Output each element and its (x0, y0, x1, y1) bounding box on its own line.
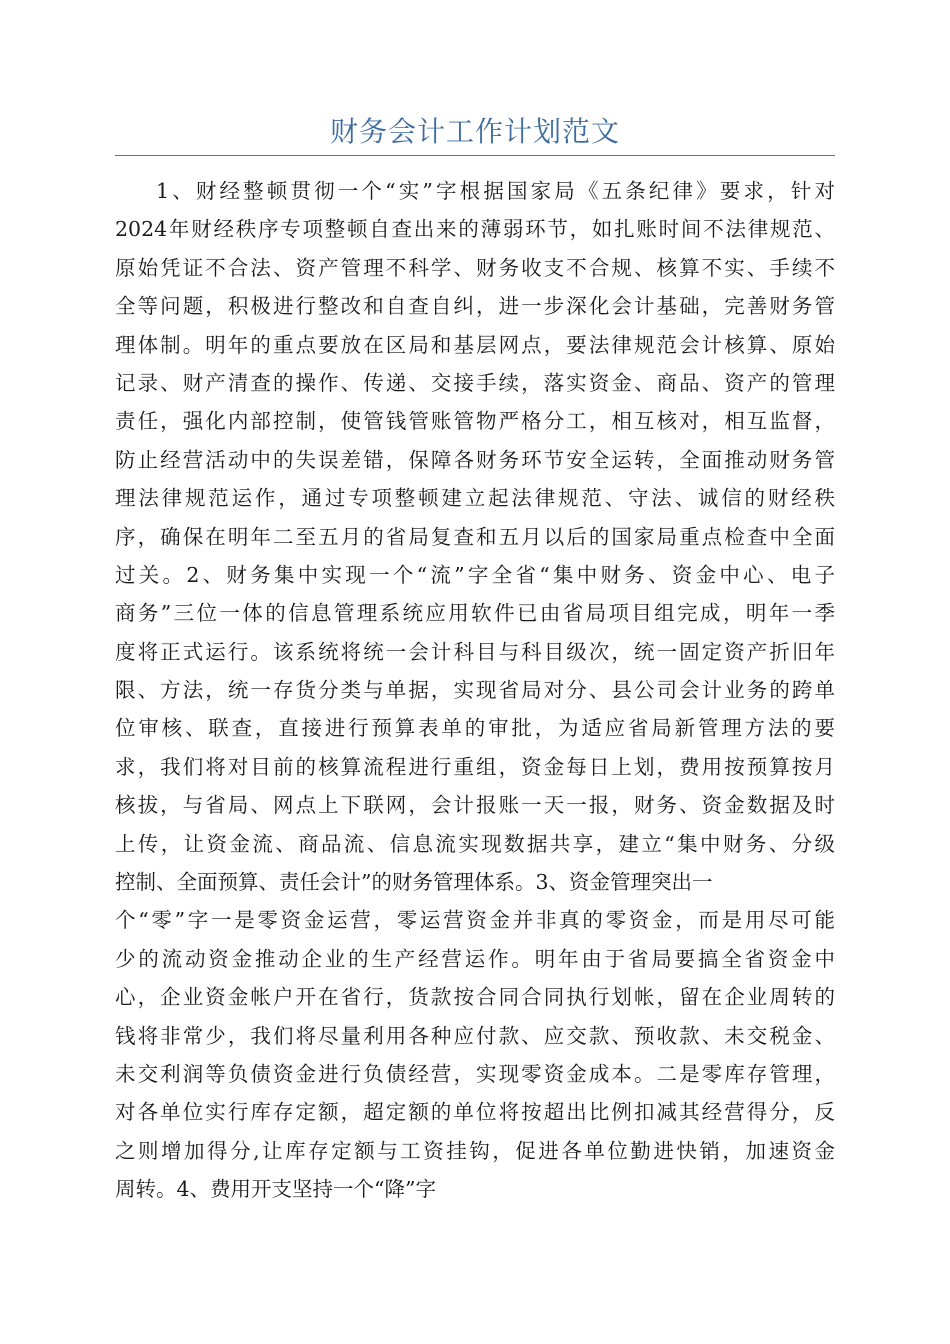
body-line: 周转。4、费用开支坚持一个“降”字 (115, 1177, 437, 1202)
body-line: 求，我们将对目前的核算流程进行重组，资金每日上划，费用按预算按月 (115, 754, 835, 779)
title-underline (115, 155, 835, 156)
body-line: 序，确保在明年二至五月的省局复查和五月以后的国家局重点检查中全面 (115, 524, 835, 549)
body-line: 过关。2、财务集中实现一个“流”字全省“集中财务、资金中心、电子 (115, 562, 835, 587)
body-line: 原始凭证不合法、资产管理不科学、财务收支不合规、核算不实、手续不 (115, 255, 835, 280)
body-line: 理体制。明年的重点要放在区局和基层网点，要法律规范会计核算、原始 (115, 332, 835, 357)
body-line: 控制、全面预算、责任会计”的财务管理体系。3、资金管理突出一 (115, 870, 713, 895)
body-line: 少的流动资金推动企业的生产经营运作。明年由于省局要搞全省资金中 (115, 946, 835, 971)
body-line: 钱将非常少，我们将尽量利用各种应付款、应交款、预收款、未交税金、 (115, 1023, 835, 1048)
body-line: 核拔，与省局、网点上下联网，会计报账一天一报，财务、资金数据及时 (115, 793, 835, 818)
document-title: 财务会计工作计划范文 (329, 115, 620, 148)
body-line: 理法律规范运作，通过专项整顿建立起法律规范、守法、诚信的财经秩 (115, 486, 835, 511)
body-line: 2024年财经秩序专项整顿自查出来的薄弱环节，如扎账时间不法律规范、 (115, 217, 835, 242)
body-line: 对各单位实行库存定额，超定额的单位将按超出比例扣减其经营得分，反 (115, 1100, 835, 1125)
body-line: 1、财经整顿贯彻一个“实”字根据国家局《五条纪律》要求，针对 (156, 179, 835, 203)
body-line: 上传，让资金流、商品流、信息流实现数据共享，建立“集中财务、分级 (115, 831, 835, 856)
document-body (115, 172, 835, 1209)
body-line: 未交利润等负债资金进行负债经营，实现零资金成本。二是零库存管理， (115, 1061, 835, 1086)
body-line: 个“零”字一是零资金运营，零运营资金并非真的零资金，而是用尽可能 (115, 908, 835, 933)
body-line: 心，企业资金帐户开在省行，货款按合同合同执行划帐，留在企业周转的 (115, 985, 835, 1010)
body-line: 记录、财产清查的操作、传递、交接手续，落实资金、商品、资产的管理 (115, 370, 835, 395)
body-line: 之则增加得分,让库存定额与工资挂钩，促进各单位勤进快销，加速资金 (115, 1138, 835, 1163)
body-line: 限、方法，统一存货分类与单据，实现省局对分、县公司会计业务的跨单 (115, 678, 835, 703)
body-line: 商务”三位一体的信息管理系统应用软件已由省局项目组完成，明年一季 (115, 601, 835, 626)
body-line: 度将正式运行。该系统将统一会计科目与科目级次，统一固定资产折旧年 (115, 639, 835, 664)
body-line: 防止经营活动中的失误差错，保障各财务环节安全运转，全面推动财务管 (115, 447, 835, 472)
body-line: 位审核、联查，直接进行预算表单的审批，为适应省局新管理方法的要 (115, 716, 835, 741)
body-line: 责任，强化内部控制，使管钱管账管物严格分工，相互核对，相互监督， (115, 409, 835, 434)
body-line: 全等问题，积极进行整改和自查自纠，进一步深化会计基础，完善财务管 (115, 294, 835, 319)
